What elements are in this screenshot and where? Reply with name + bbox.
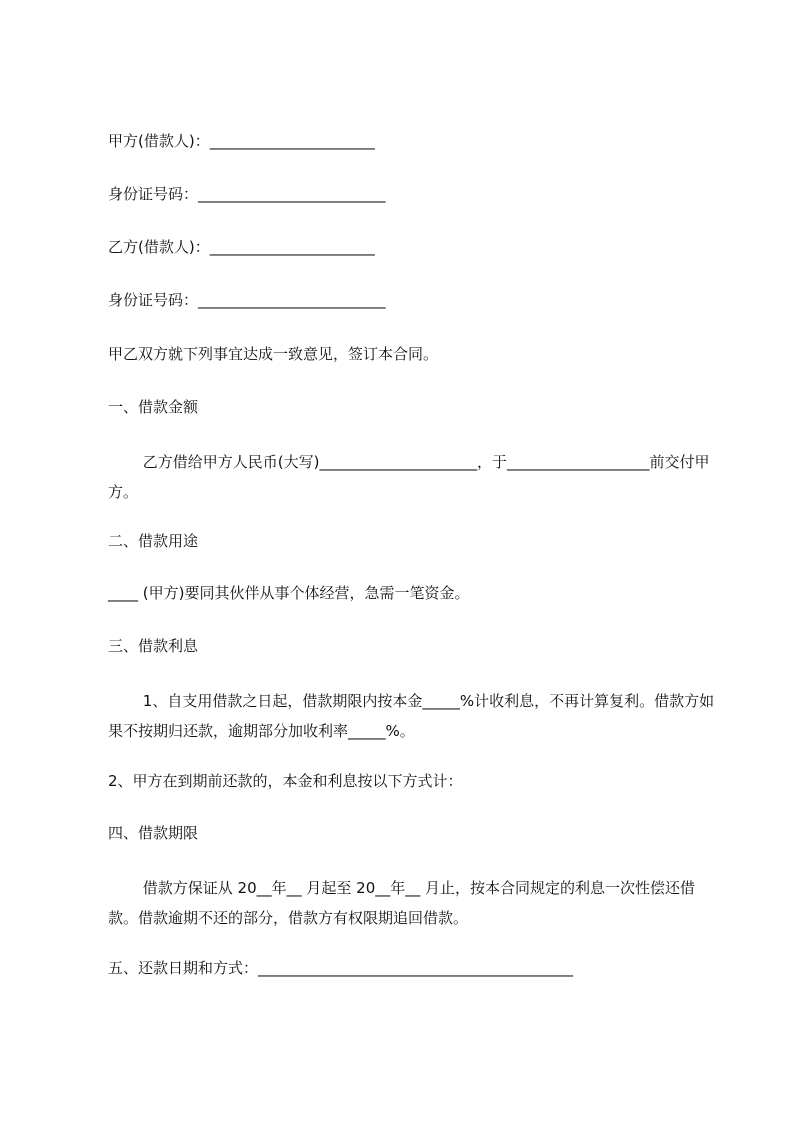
intro-paragraph: 甲乙双方就下列事宜达成一致意见，签订本合同。 [108,345,439,363]
section-3-item-2: 2、甲方在到期前还款的，本金和利息按以下方式计： [108,772,463,790]
party-a-line: 甲方(借款人)：______________________ [108,132,375,150]
section-4-body: 借款方保证从 20__年__ 月起至 20__年__ 月止，按本合同规定的利息一次性偿还借款。借款逾期不还的部分，借款方有权限期追回借款。 [108,879,696,927]
section-3-title: 三、借款利息 [108,637,199,655]
party-b-line: 乙方(借款人)：______________________ [108,238,375,256]
section-2-title: 二、借款用途 [108,532,199,550]
section-4-title: 四、借款期限 [108,824,199,842]
section-5-line: 五、还款日期和方式：__________________________________________ [108,959,574,977]
section-3-item-1: 1、自支用借款之日起，借款期限内按本金_____%计收利息，不再计算复利。借款方如果不按期归还款，逾期部分加收利率_____%。 [108,692,715,740]
party-a-id-line: 身份证号码：_________________________ [108,185,386,203]
section-1-title: 一、借款金额 [108,398,199,416]
section-2-body: ____ (甲方)要同其伙伴从事个体经营，急需一笔资金。 [108,584,470,602]
section-1-body: 乙方借给甲方人民币(大写)_____________________，于___________________前交付甲方。 [108,453,710,501]
party-b-id-line: 身份证号码：_________________________ [108,291,386,309]
